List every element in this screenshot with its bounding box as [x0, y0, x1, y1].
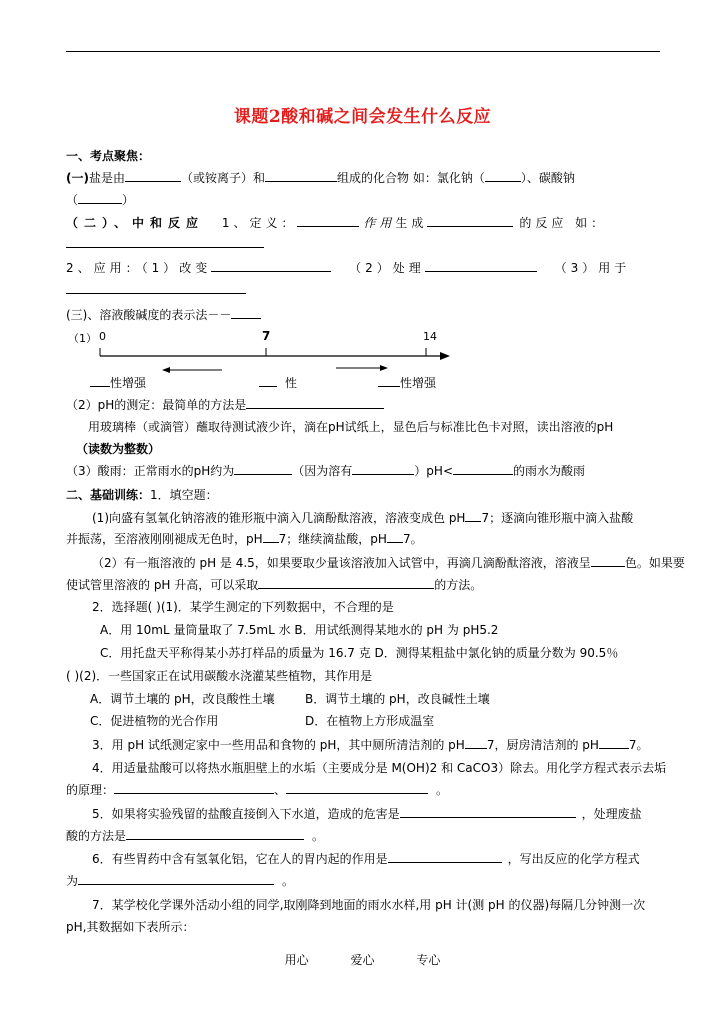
q3-text-b: 7，厨房清洁剂的 pH: [486, 738, 599, 752]
q3-blank-1[interactable]: [465, 737, 487, 749]
page-title: 课题2酸和碱之间会发生什么反应: [233, 107, 492, 127]
q2-blank-1[interactable]: [591, 555, 625, 567]
salt-text-f: ）: [122, 193, 135, 207]
neutralization-def-italic: 作用: [363, 216, 396, 230]
salt-text-d: ）、碳酸钠: [520, 171, 575, 185]
scale-tick-14-label: 14: [423, 330, 437, 343]
base-label: [378, 375, 436, 391]
salt-blank-2[interactable]: [265, 170, 337, 182]
ph-measure-note: （读数为整数）: [76, 442, 161, 456]
q4-line-2: [66, 782, 448, 798]
q6-line-1: [92, 851, 640, 867]
q7-line-1: 7．某学校化学课外活动小组的同学,取刚降到地面的雨水水样,用 pH 计(测 pH 的仪器)每隔几分钟测一次: [92, 898, 646, 912]
salt-blank-4[interactable]: [78, 192, 122, 204]
q5-text-b: ，处理废盐: [581, 807, 642, 821]
base-blank[interactable]: [378, 375, 400, 387]
q5-text-d: 。: [312, 829, 325, 843]
base-text: 性增强: [400, 376, 437, 390]
acid-text: 性增强: [110, 376, 147, 390]
salt-text-e: （: [66, 193, 79, 207]
rain-blank-3[interactable]: [453, 463, 513, 475]
q1-text-c: 并振荡，至溶液刚刚褪成无色时，pH: [66, 532, 263, 546]
q4-blank-2[interactable]: [286, 782, 428, 794]
scale-tick-7-label: 7: [262, 329, 271, 343]
q6-blank-2[interactable]: [78, 873, 274, 885]
neutralization-blank-2[interactable]: [427, 215, 513, 227]
salt-text-c: 组成的化合物 如：氯化钠（: [337, 171, 485, 185]
rain-text-d: 的雨水为酸雨: [513, 464, 586, 478]
salt-text-b: （或铵离子）和: [181, 171, 266, 185]
q3-text-c: 7。: [628, 738, 649, 752]
choice2-option-d: D．在植物上方形成温室: [305, 714, 435, 728]
choice2-question: ( )(2)．一些国家正在试用碳酸水浇灌某些植物，其作用是: [66, 669, 373, 683]
q2-line-1: [92, 555, 685, 571]
q2-text-c: 使试管里溶液的 pH 升高，可以采取: [66, 578, 259, 592]
ph-heading-blank[interactable]: [231, 307, 261, 319]
rain-text-a: （3）酸雨：正常雨水的pH约为: [66, 464, 235, 478]
apply-b: （2）处理: [349, 261, 425, 275]
acid-blank[interactable]: [90, 375, 110, 387]
q5-blank-2[interactable]: [126, 828, 304, 840]
q6-text-c: 为: [66, 874, 79, 888]
q3-line: [92, 737, 649, 753]
header-rule: [66, 51, 660, 52]
fill-heading: 1．填空题：: [150, 488, 218, 502]
rain-text-b: （因为溶有: [292, 464, 353, 478]
neutralization-def-a: 1、定义：: [221, 216, 298, 230]
apply-blank-2[interactable]: [425, 260, 537, 272]
q6-text-b: ，写出反应的化学方程式: [507, 852, 640, 866]
neutral-blank[interactable]: [259, 375, 277, 387]
q7-line-2: pH,其数据如下表所示：: [66, 920, 195, 934]
neutralization-heading: （二）、中和反应: [66, 216, 205, 230]
scale-axis-arrowhead: [440, 352, 450, 360]
apply-a: 2、应用：（1）改变: [66, 261, 212, 275]
q1-text-e: 7。: [402, 532, 423, 546]
ph-heading-line: [66, 307, 261, 323]
q5-line-1: [92, 806, 642, 822]
ph-measure-blank[interactable]: [246, 397, 384, 409]
q2-text-b: 色。如果要: [624, 556, 685, 570]
choice1-options-ab: A．用 10mL 量筒量取了 7.5mL 水 B．用试纸测得某地水的 pH 为 pH5.2: [100, 623, 499, 637]
section2-heading-line: [66, 487, 218, 503]
rain-text-c: ）pH<: [414, 464, 453, 478]
neutralization-def-c: 的反应 如：: [519, 216, 608, 230]
application-line: [66, 260, 630, 276]
q4-line-1: 4．用适量盐酸可以将热水瓶胆壁上的水垢（主要成分是 M(OH)2 和 CaCO3）除去。用化学方程式表示去垢: [92, 761, 667, 775]
choice2-option-a: A．调节土壤的 pH，改良酸性土壤: [90, 692, 275, 706]
q2-text-a: （2）有一瓶溶液的 pH 是 4.5，如果要取少量该溶液加入试管中，再滴几滴酚酞溶液，溶液呈: [92, 556, 591, 570]
q2-blank-2[interactable]: [258, 577, 434, 589]
salt-blank-3[interactable]: [485, 170, 521, 182]
q5-text-c: 酸的方法是: [66, 829, 127, 843]
salt-prefix: (一): [66, 171, 89, 185]
q2-text-d: 的方法。: [434, 578, 483, 592]
apply-blank-1[interactable]: [211, 260, 331, 272]
ph-measure-line: [66, 397, 384, 413]
neutral-label: [259, 375, 297, 391]
scale-label: （1）: [68, 332, 97, 345]
q5-line-2: [66, 828, 324, 844]
choice2-option-c: C．促进植物的光合作用: [90, 714, 219, 728]
q6-text-d: 。: [282, 874, 295, 888]
base-arrowhead: [380, 365, 388, 371]
q1-text-d: 7；继续滴盐酸，pH: [278, 532, 387, 546]
q4-text-b: 的原理：: [66, 783, 115, 797]
neutralization-def-b: 生成: [395, 216, 428, 230]
q1-text-b: 7；逐滴向锥形瓶中滴入盐酸: [481, 511, 634, 525]
q5-blank-1[interactable]: [400, 806, 576, 818]
acid-label: [90, 375, 146, 391]
application-line-2: [66, 282, 246, 298]
q2-line-2: [66, 577, 482, 593]
q6-text-a: 6．有些胃药中含有氢氧化铝，它在人的胃内起的作用是: [92, 852, 388, 866]
q1-blank-2[interactable]: [263, 531, 279, 543]
salt-blank-1[interactable]: [125, 170, 181, 182]
page-footer: [0, 951, 725, 968]
rain-blank-1[interactable]: [234, 463, 292, 475]
salt-definition-line-2: [66, 192, 134, 208]
footer-item-3: 专心: [416, 953, 441, 967]
neutralization-line: [66, 215, 607, 231]
q4-text-c: 、: [274, 783, 287, 797]
footer-item-1: 用心: [284, 953, 309, 967]
neutralization-blank-3[interactable]: [66, 236, 264, 248]
choice2-option-b: B．调节土壤的 pH，改良碱性土壤: [305, 692, 490, 706]
salt-text-a: 盐是由: [88, 171, 125, 185]
q6-blank-1[interactable]: [388, 851, 502, 863]
q5-text-a: 5．如果将实验残留的盐酸直接倒入下水道，造成的危害是: [92, 807, 400, 821]
section2-heading: 二、基础训练：: [66, 488, 151, 502]
salt-definition-line: [66, 170, 575, 186]
section1-heading: 一、考点聚焦：: [66, 149, 151, 163]
ph-measure-desc: 用玻璃棒（或滴管）蘸取待测试液少许，滴在pH试纸上，显色后与标准比色卡对照，读出溶液的pH: [88, 420, 614, 434]
rain-blank-2[interactable]: [352, 463, 414, 475]
q6-line-2: [66, 873, 294, 889]
q1-line-1: [92, 510, 633, 526]
q1-blank-3[interactable]: [387, 531, 403, 543]
q3-blank-2[interactable]: [599, 737, 629, 749]
q1-text-a: (1)向盛有氢氧化钠溶液的锥形瓶中滴入几滴酚酞溶液，溶液变成色 pH: [92, 511, 466, 525]
neutralization-blank-1[interactable]: [297, 215, 359, 227]
choice1-options-cd: C．用托盘天平称得某小苏打样品的质量为 16.7 克 D．测得某粗盐中氯化钠的质量分数为 90.5％: [100, 646, 619, 660]
neutralization-line-2: [66, 236, 264, 252]
choice1-question: 2．选择题( )(1)．某学生测定的下列数据中，不合理的是: [92, 600, 394, 614]
scale-tick-0-label: 0: [99, 330, 106, 343]
footer-item-2: 爱心: [350, 953, 375, 967]
q1-line-2: [66, 531, 423, 547]
acid-rain-line: [66, 463, 585, 479]
q4-blank-1[interactable]: [114, 782, 274, 794]
q4-text-d: 。: [436, 783, 449, 797]
neutral-text: 性: [285, 376, 298, 390]
q3-text-a: 3．用 pH 试纸测定家中一些用品和食物的 pH，其中厕所清洁剂的 pH: [92, 738, 465, 752]
q1-blank-1[interactable]: [465, 510, 481, 522]
ph-heading: (三)、溶液酸碱度的表示法－－: [66, 308, 232, 322]
acid-arrowhead: [162, 367, 170, 373]
apply-blank-3[interactable]: [66, 282, 246, 294]
ph-measure-text: （2）pH的测定：最简单的方法是: [66, 398, 247, 412]
apply-c: （3）用于: [554, 261, 631, 275]
